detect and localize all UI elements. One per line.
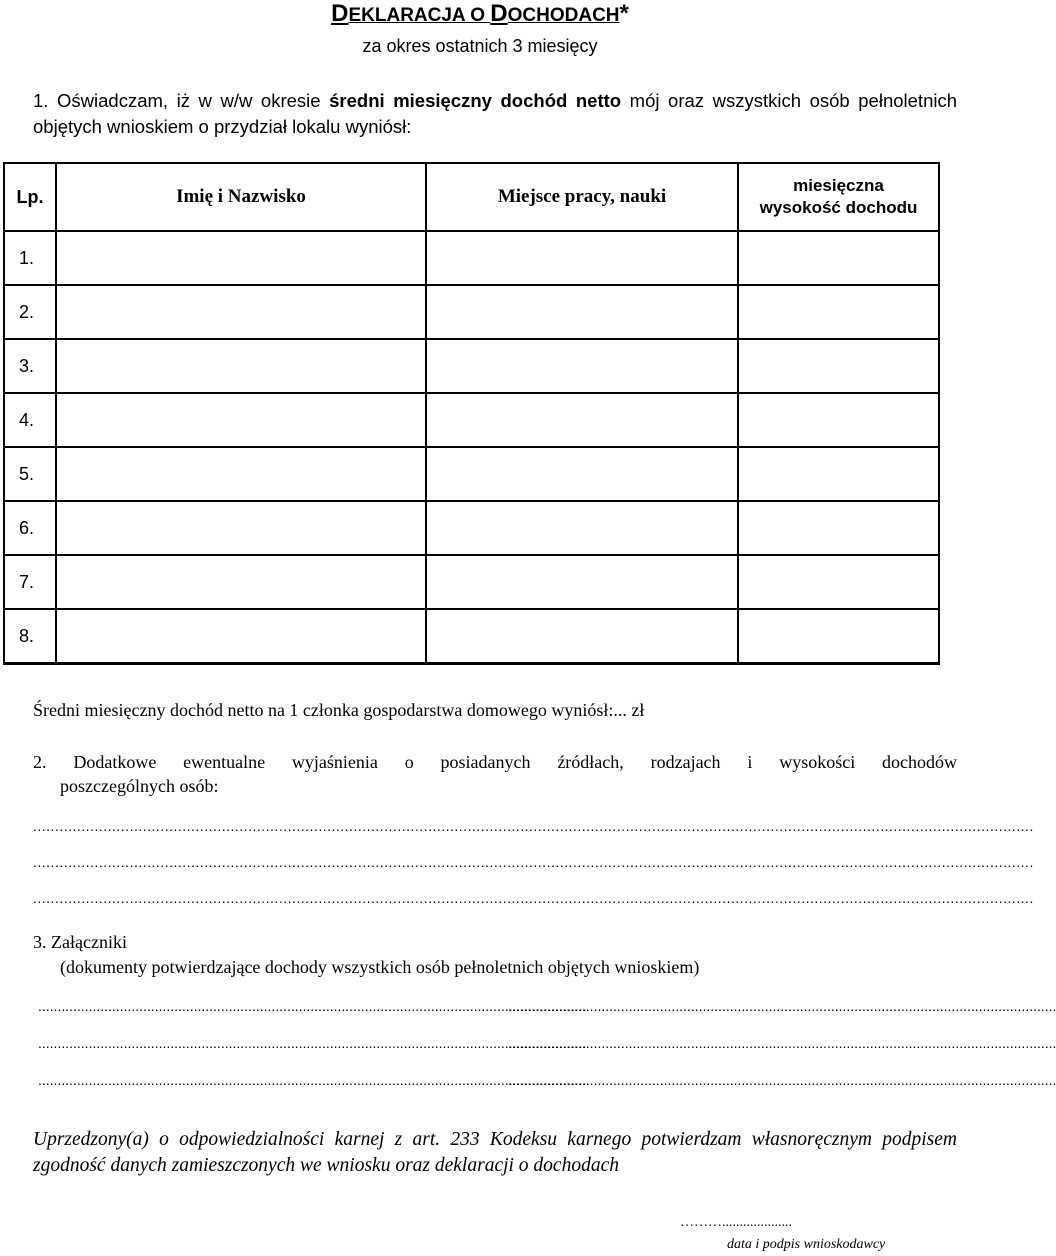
- row-number: 3.: [4, 339, 56, 393]
- attachment-line-right-1[interactable]: .............................................................................................................................................: [508, 998, 1056, 1014]
- name-cell[interactable]: [56, 285, 426, 339]
- explanation-line-1[interactable]: ....................................................................................................................................................................................................................................: [33, 818, 1034, 834]
- income-cell[interactable]: [738, 447, 939, 501]
- income-cell[interactable]: [738, 393, 939, 447]
- row-number: 7.: [4, 555, 56, 609]
- signature-label: data i podpis wnioskodawcy: [727, 1237, 886, 1252]
- work-cell[interactable]: [426, 285, 738, 339]
- name-cell[interactable]: [56, 609, 426, 664]
- signature-line[interactable]: ………....................: [680, 1215, 792, 1230]
- row-number: 8.: [4, 609, 56, 664]
- income-cell[interactable]: [738, 555, 939, 609]
- table-row: [4, 609, 939, 664]
- attachment-line-left-2[interactable]: .............................................................................................................................................: [38, 1035, 587, 1051]
- income-table: [3, 162, 940, 665]
- explanation-line-3[interactable]: ....................................................................................................................................................................................................................................: [33, 890, 1034, 906]
- name-cell[interactable]: [56, 339, 426, 393]
- attachment-line-right-2[interactable]: .............................................................................................................................................: [508, 1035, 1056, 1051]
- row-number: 2.: [4, 285, 56, 339]
- page-title: DEKLARACJA O DOCHODACH*: [331, 0, 629, 27]
- table-row: [4, 339, 939, 393]
- average-income-line: Średni miesięczny dochód netto na 1 członka gospodarstwa domowego wyniósł:... zł: [33, 700, 645, 720]
- table-row: [4, 285, 939, 339]
- work-cell[interactable]: [426, 393, 738, 447]
- row-number: 1.: [4, 231, 56, 285]
- work-cell[interactable]: [426, 609, 738, 664]
- name-cell[interactable]: [56, 501, 426, 555]
- income-cell[interactable]: [738, 501, 939, 555]
- work-cell[interactable]: [426, 501, 738, 555]
- name-cell[interactable]: [56, 447, 426, 501]
- name-cell[interactable]: [56, 393, 426, 447]
- table-row: [4, 501, 939, 555]
- col-header-lp: Lp.: [4, 163, 56, 231]
- section1-statement: 1. Oświadczam, iż w w/w okresie średni miesięczny dochód netto mój oraz wszystkich osób pełnoletnich objętych wnioskiem o przydział lokalu wyniósł:: [33, 90, 958, 137]
- income-cell[interactable]: [738, 339, 939, 393]
- section2-explanations: 2. Dodatkowe ewentualne wyjaśnienia o posiadanych źródłach, rodzajach i wysokości dochodów poszczególnych osób:: [33, 752, 957, 796]
- attachment-line-right-3[interactable]: .............................................................................................................................................: [508, 1072, 1056, 1088]
- col-header-income: miesięczna wysokość dochodu: [738, 163, 939, 231]
- table-row: [4, 555, 939, 609]
- income-cell[interactable]: [738, 231, 939, 285]
- row-number: 5.: [4, 447, 56, 501]
- work-cell[interactable]: [426, 231, 738, 285]
- section3-subtitle: (dokumenty potwierdzające dochody wszystkich osób pełnoletnich objętych wnioskiem): [60, 957, 700, 977]
- row-number: 4.: [4, 393, 56, 447]
- page-subtitle: za okres ostatnich 3 miesięcy: [362, 36, 598, 56]
- col-header-name: Imię i Nazwisko: [56, 163, 426, 231]
- attachment-line-left-3[interactable]: .............................................................................................................................................: [38, 1072, 587, 1088]
- work-cell[interactable]: [426, 447, 738, 501]
- table-row: [4, 393, 939, 447]
- col-header-work: Miejsce pracy, nauki: [426, 163, 738, 231]
- work-cell[interactable]: [426, 555, 738, 609]
- income-cell[interactable]: [738, 285, 939, 339]
- row-number: 6.: [4, 501, 56, 555]
- name-cell[interactable]: [56, 231, 426, 285]
- table-row: [4, 231, 939, 285]
- income-cell[interactable]: [738, 609, 939, 664]
- work-cell[interactable]: [426, 339, 738, 393]
- income-table-header: [4, 163, 939, 231]
- name-cell[interactable]: [56, 555, 426, 609]
- liability-declaration: Uprzedzony(a) o odpowiedzialności karnej z art. 233 Kodeksu karnego potwierdzam własnoręcznym podpisem zgodność danych zamieszczonych we wniosku oraz deklaracji o dochodach: [33, 1129, 957, 1176]
- table-row: [4, 447, 939, 501]
- section3-title: 3. Załączniki: [33, 932, 127, 952]
- attachment-line-left-1[interactable]: .............................................................................................................................................: [38, 998, 587, 1014]
- explanation-line-2[interactable]: ....................................................................................................................................................................................................................................: [33, 854, 1034, 870]
